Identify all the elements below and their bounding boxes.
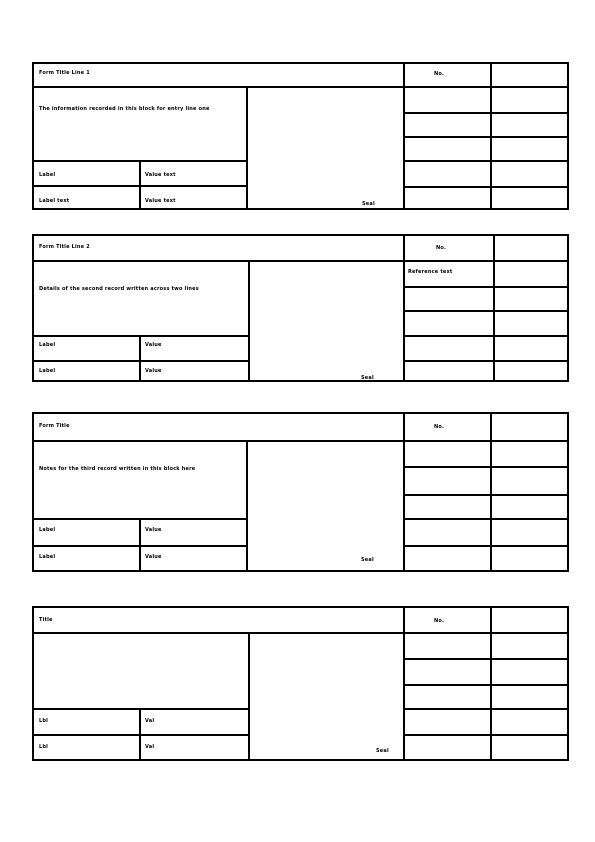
form-title: Title bbox=[39, 617, 53, 623]
field-2-label: Label text bbox=[39, 198, 70, 204]
column-header: No. bbox=[434, 71, 445, 77]
record-description: Notes for the third record written in this block here bbox=[39, 466, 196, 472]
stamp-label: Seal bbox=[362, 201, 375, 207]
field-1-value: Value text bbox=[145, 172, 176, 178]
field-2-label: Label bbox=[39, 368, 56, 374]
form-title: Form Title Line 2 bbox=[39, 244, 90, 250]
field-2-label: Lbl bbox=[39, 744, 49, 750]
field-2-label: Label bbox=[39, 554, 56, 560]
form-card-4 bbox=[32, 606, 569, 761]
field-1-value: Val bbox=[145, 718, 155, 724]
form-title: Form Title Line 1 bbox=[39, 70, 90, 76]
record-description: The information recorded in this block for entry line one bbox=[39, 106, 210, 112]
column-header: No. bbox=[434, 618, 445, 624]
field-1-value: Value bbox=[145, 527, 162, 533]
field-2-value: Val bbox=[145, 744, 155, 750]
record-description: Details of the second record written across two lines bbox=[39, 286, 199, 292]
field-1-label: Label bbox=[39, 342, 56, 348]
column-header: No. bbox=[436, 245, 447, 251]
field-2-value: Value bbox=[145, 368, 162, 374]
form-card-3 bbox=[32, 412, 569, 572]
column-header: No. bbox=[434, 424, 445, 430]
field-1-label: Label bbox=[39, 527, 56, 533]
field-1-value: Value bbox=[145, 342, 162, 348]
stamp-label: Seal bbox=[361, 375, 374, 381]
stamp-label: Seal bbox=[361, 557, 374, 563]
form-card-1 bbox=[32, 62, 569, 210]
reference-row-label: Reference text bbox=[408, 269, 453, 275]
form-card-2 bbox=[32, 234, 569, 382]
field-2-value: Value bbox=[145, 554, 162, 560]
field-2-value: Value text bbox=[145, 198, 176, 204]
field-1-label: Lbl bbox=[39, 718, 49, 724]
form-title: Form Title bbox=[39, 423, 70, 429]
stamp-label: Seal bbox=[376, 748, 389, 754]
field-1-label: Label bbox=[39, 172, 56, 178]
